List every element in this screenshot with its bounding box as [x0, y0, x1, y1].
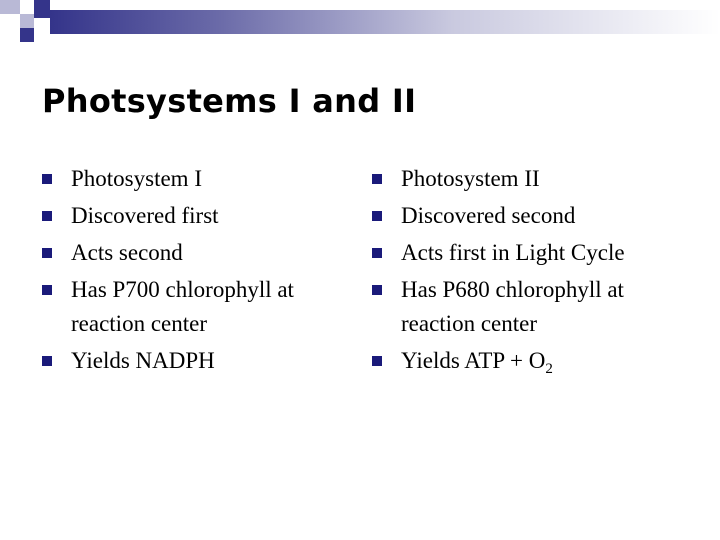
list-item-text: Acts first in Light Cycle	[401, 240, 625, 265]
square-bullet-icon	[42, 211, 52, 221]
header-square-decoration	[20, 0, 34, 14]
list-item-text: Photosystem II	[401, 166, 540, 191]
square-bullet-icon	[372, 211, 382, 221]
square-bullet-icon	[42, 248, 52, 258]
list-item-text: Discovered second	[401, 203, 576, 228]
header-square-decoration	[0, 0, 20, 14]
slide-title: Photsystems I and II	[42, 82, 417, 120]
list-item-text: Acts second	[71, 240, 183, 265]
square-bullet-icon	[42, 356, 52, 366]
list-item	[40, 199, 340, 233]
square-bullet-icon	[372, 285, 382, 295]
header-square-decoration	[34, 0, 50, 18]
header-square-decoration	[20, 14, 34, 28]
square-bullet-icon	[42, 174, 52, 184]
right-column	[370, 162, 690, 381]
list-item-text: Yields ATP + O	[401, 348, 546, 373]
header-square-decoration	[34, 18, 50, 34]
list-item	[370, 162, 690, 196]
bullet-list-photosystem-2	[370, 162, 690, 378]
square-bullet-icon	[42, 285, 52, 295]
header-square-decoration	[20, 28, 34, 42]
list-item	[370, 236, 690, 270]
list-item	[370, 199, 690, 233]
square-bullet-icon	[372, 248, 382, 258]
bullet-list-photosystem-1	[40, 162, 340, 378]
list-item-text: Yields NADPH	[71, 348, 215, 373]
square-bullet-icon	[372, 174, 382, 184]
header-gradient-bar	[50, 10, 720, 34]
list-item-text: Has P680 chlorophyll at reaction center	[401, 277, 624, 336]
square-bullet-icon	[372, 356, 382, 366]
subscript-text: 2	[545, 361, 553, 377]
list-item-text: Discovered first	[71, 203, 219, 228]
left-column	[40, 162, 340, 381]
list-item	[370, 344, 690, 378]
list-item	[370, 273, 690, 341]
list-item	[40, 162, 340, 196]
header-square-decoration	[0, 14, 20, 26]
list-item	[40, 236, 340, 270]
list-item	[40, 273, 340, 341]
list-item-text: Has P700 chlorophyll at reaction center	[71, 277, 294, 336]
list-item	[40, 344, 340, 378]
list-item-text: Photosystem I	[71, 166, 202, 191]
